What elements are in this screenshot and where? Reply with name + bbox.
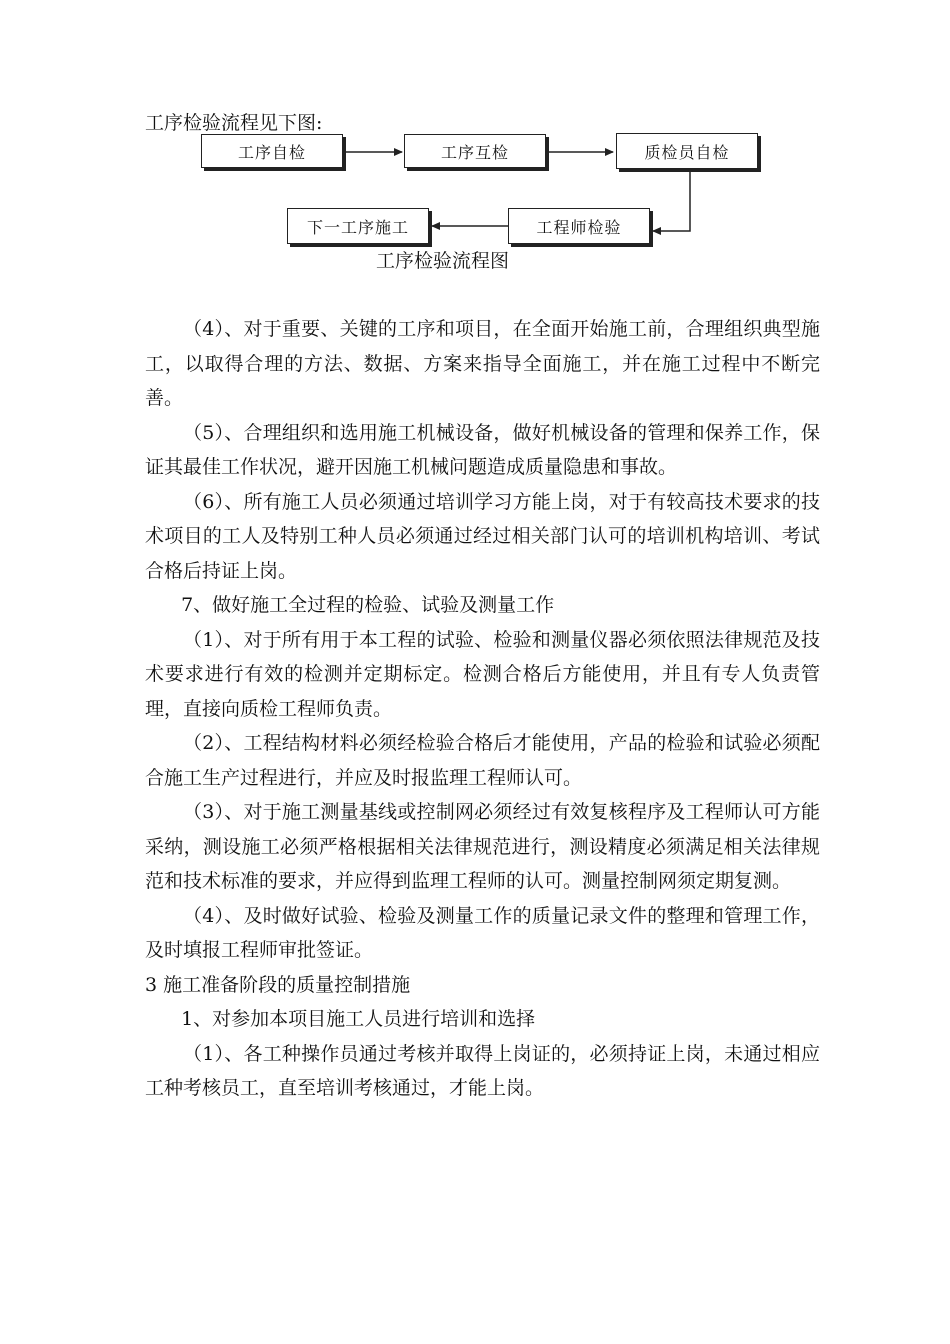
section-heading-7: 7、做好施工全过程的检验、试验及测量工作 — [181, 594, 555, 616]
paragraph-1-1: （1）、各工种操作员通过考核并取得上岗证的，必须持证上岗，未通过相应工种考核员工，直至培训考核通过，才能上岗。 — [145, 1042, 820, 1099]
flow-step-mutual-check: 工序互检 — [404, 134, 546, 168]
flow-step-inspector-check: 质检员自检 — [616, 133, 758, 169]
flowchart-caption: 工序检验流程图 — [376, 250, 510, 272]
flow-step-self-check: 工序自检 — [201, 134, 343, 168]
arrow-3-to-4 — [653, 170, 690, 231]
flow-step-next-process: 下一工序施工 — [287, 208, 429, 244]
document-body — [145, 312, 820, 1106]
subsection-heading-1: 1、对参加本项目施工人员进行培训和选择 — [181, 1008, 536, 1030]
paragraph-7-2: （2）、工程结构材料必须经检验合格后才能使用，产品的检验和试验必须配合施工生产过程进行，并应及时报监理工程师认可。 — [145, 732, 820, 789]
section-heading-3: 3 施工准备阶段的质量控制措施 — [145, 973, 411, 996]
flow-step-engineer-check: 工程师检验 — [508, 208, 650, 244]
paragraph-item-5: （5）、合理组织和选用施工机械设备，做好机械设备的管理和保养工作，保证其最佳工作状况，避开因施工机械问题造成质量隐患和事故。 — [145, 421, 820, 478]
paragraph-7-4: （4）、及时做好试验、检验及测量工作的质量记录文件的整理和管理工作，及时填报工程师审批签证。 — [145, 904, 820, 961]
paragraph-7-1: （1）、对于所有用于本工程的试验、检验和测量仪器必须依照法律规范及技术要求进行有效的检测并定期标定。检测合格后方能使用，并且有专人负责管理，直接向质检工程师负责。 — [145, 628, 820, 720]
paragraph-item-4: （4）、对于重要、关键的工序和项目，在全面开始施工前，合理组织典型施工，以取得合理的方法、数据、方案来指导全面施工，并在施工过程中不断完善。 — [145, 318, 820, 409]
flow-intro-text: 工序检验流程见下图: — [145, 112, 323, 134]
inspection-flowchart — [0, 0, 950, 290]
paragraph-7-3: （3）、对于施工测量基线或控制网必须经过有效复核程序及工程师认可方能采纳，测设施工必须严格根据相关法律规范进行，测设精度必须满足相关法律规范和技术标准的要求，并应得到监理工程师的认可。测量控制网须定期复测。 — [145, 801, 820, 892]
paragraph-item-6: （6）、所有施工人员必须通过培训学习方能上岗，对于有较高技术要求的技术项目的工人及特别工种人员必须通过经过相关部门认可的培训机构培训、考试合格后持证上岗。 — [145, 490, 820, 582]
